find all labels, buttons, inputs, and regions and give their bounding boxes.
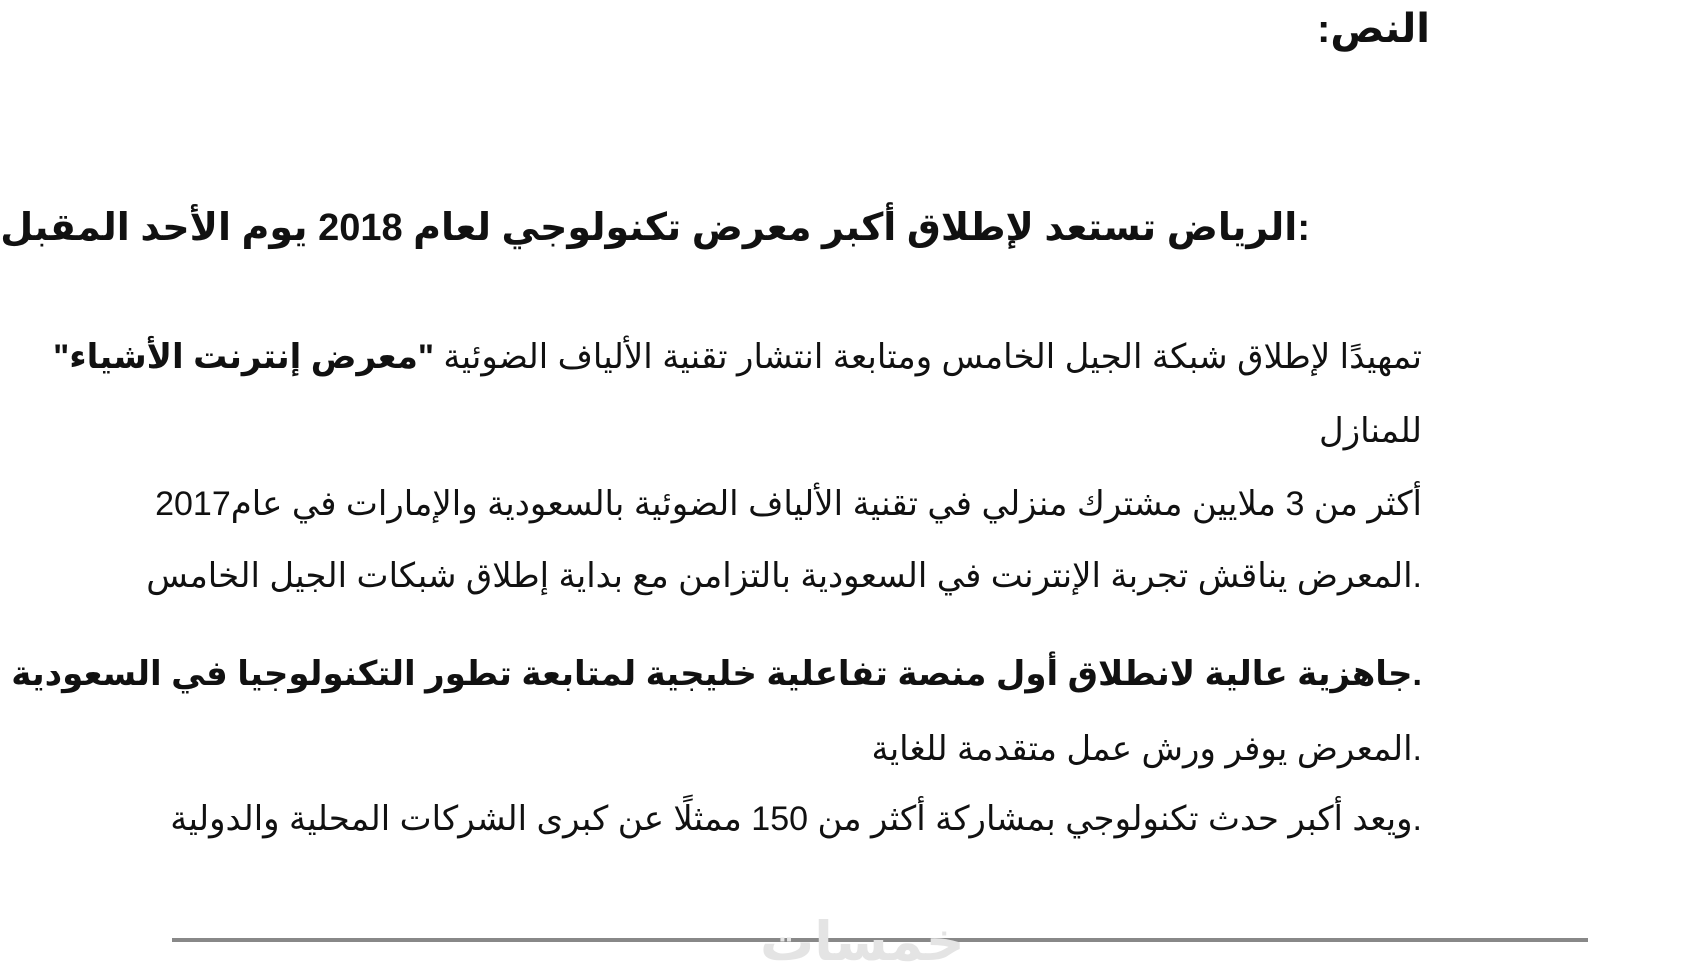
paragraph-1-line-1 bbox=[53, 340, 1422, 374]
paragraph-2-line-2: .المعرض يوفر ورش عمل متقدمة للغاية bbox=[871, 730, 1422, 768]
text-label-heading: النص: bbox=[1317, 7, 1430, 51]
paragraph-2-line-3: .ويعد أكبر حدث تكنولوجي بمشاركة أكثر من 150 ممثلًا عن كبرى الشركات المحلية والدولية bbox=[170, 800, 1422, 838]
watermark-logo: خمسات bbox=[760, 912, 965, 970]
paragraph-1-line-2: للمنازل bbox=[1318, 412, 1422, 450]
paragraph-1-line-3: أكثر من 3 ملايين مشترك منزلي في تقنية الألياف الضوئية بالسعودية والإمارات في عام2017 bbox=[155, 485, 1422, 523]
paragraph-2-heading: .جاهزية عالية لانطلاق أول منصة تفاعلية خليجية لمتابعة تطور التكنولوجيا في السعودية bbox=[11, 655, 1422, 693]
paragraph-1-line-4: .المعرض يناقش تجربة الإنترنت في السعودية بالتزامن مع بداية إطلاق شبكات الجيل الخامس bbox=[146, 557, 1422, 595]
article-title: :الرياض تستعد لإطلاق أكبر معرض تكنولوجي لعام 2018 يوم الأحد المقبل bbox=[0, 207, 1310, 249]
paragraph-1-line-1-text: تمهيدًا لإطلاق شبكة الجيل الخامس ومتابعة انتشار تقنية الألياف الضوئية bbox=[433, 338, 1422, 376]
exhibition-name: "معرض إنترنت الأشياء" bbox=[53, 338, 434, 376]
